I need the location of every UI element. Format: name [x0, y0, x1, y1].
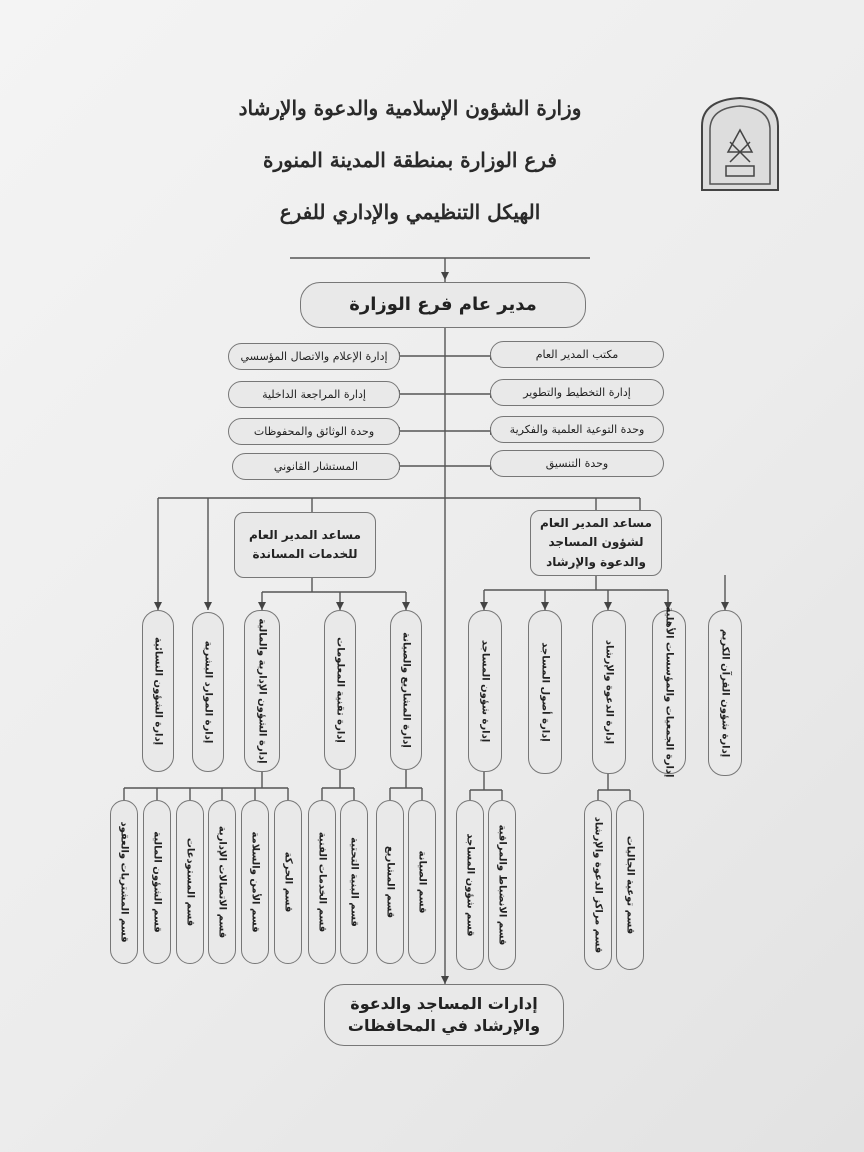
right-unit-1: مكتب المدير العام: [490, 341, 664, 368]
section-admin-comms: قسم الاتصالات الإدارية: [208, 800, 236, 964]
ministry-title: وزارة الشؤون الإسلامية والدعوة والإرشاد: [238, 96, 582, 120]
governorates-box: إدارات المساجد والدعوة والإرشاد في المحافظات: [324, 984, 564, 1046]
right-unit-4: وحدة التنسيق: [490, 450, 664, 477]
section-communities-awareness: قسم توعية الجاليات: [616, 800, 644, 970]
left-unit-3: وحدة الوثائق والمحفوظات: [228, 418, 400, 445]
ministry-logo: [698, 96, 782, 192]
left-unit-1: إدارة الإعلام والاتصال المؤسسي: [228, 343, 400, 370]
section-security-safety: قسم الأمن والسلامة: [241, 800, 269, 964]
section-infrastructure: قسم البنية التحتية: [340, 800, 368, 964]
dept-projects-maintenance: إدارة المشاريع والصيانة: [390, 610, 422, 770]
section-finance: قسم الشؤون المالية: [143, 800, 171, 964]
dept-mosque-affairs: إدارة شؤون المساجد: [468, 610, 502, 772]
section-warehouses: قسم المستودعات: [176, 800, 204, 964]
branch-title: فرع الوزارة بمنطقة المدينة المنورة: [263, 148, 557, 172]
general-manager-box: مدير عام فرع الوزارة: [300, 282, 586, 328]
section-discipline-monitoring: قسم الانضباط والمراقبة: [488, 800, 516, 970]
section-mosque-affairs: قسم شؤون المساجد: [456, 800, 484, 970]
dept-dawah: إدارة الدعوة والإرشاد: [592, 610, 626, 774]
dept-women-affairs: إدارة الشؤون النسائية: [142, 610, 174, 772]
dept-human-resources: إدارة الموارد البشرية: [192, 612, 224, 772]
chart-title: الهيكل التنظيمي والإداري للفرع: [279, 200, 541, 224]
dept-quran-affairs: إدارة شؤون القرآن الكريم: [708, 610, 742, 776]
right-unit-2: إدارة التخطيط والتطوير: [490, 379, 664, 406]
left-unit-4: المستشار القانوني: [232, 453, 400, 480]
assistant-mosques-box: مساعد المدير العام لشؤون المساجد والدعوة والإرشاد: [530, 510, 662, 576]
section-technical-services: قسم الخدمات الفنية: [308, 800, 336, 964]
dept-admin-finance: إدارة الشؤون الإدارية والمالية: [244, 610, 280, 772]
assistant-support-box: مساعد المدير العام للخدمات المساندة: [234, 512, 376, 578]
section-procurement: قسم المشتريات والعقود: [110, 800, 138, 964]
section-transport: قسم الحركة: [274, 800, 302, 964]
dept-it: إدارة تقنية المعلومات: [324, 610, 356, 770]
section-dawah-centers: قسم مراكز الدعوة والإرشاد: [584, 800, 612, 970]
section-maintenance: قسم الصيانة: [408, 800, 436, 964]
dept-associations: إدارة الجمعيات والمؤسسات الأهلية: [652, 610, 686, 774]
section-projects: قسم المشاريع: [376, 800, 404, 964]
right-unit-3: وحدة التوعية العلمية والفكرية: [490, 416, 664, 443]
left-unit-2: إدارة المراجعة الداخلية: [228, 381, 400, 408]
dept-mosque-assets: إدارة أصول المساجد: [528, 610, 562, 774]
